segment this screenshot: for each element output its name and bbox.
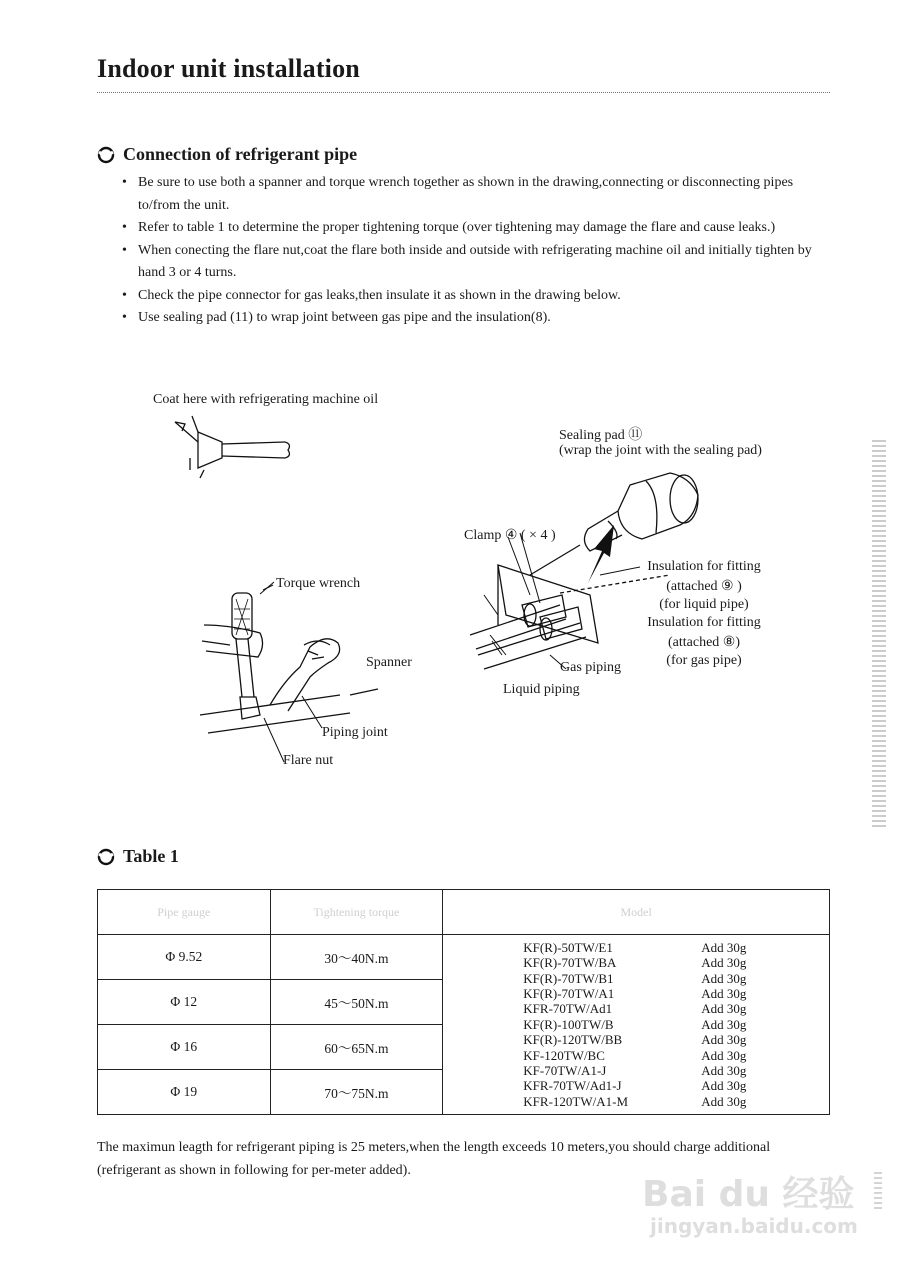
model-name: KF-70TW/A1-J	[523, 1062, 607, 1078]
flare-nut-label: Flare nut	[283, 753, 334, 768]
list-item: • Be sure to use both a spanner and torque wrench together as shown in the drawing,connecting or disconnecting pipes to/from the unit.	[120, 172, 832, 217]
model-line	[523, 1078, 829, 1093]
model-line	[523, 955, 829, 970]
torque-cell: 60～65N.m	[270, 1025, 443, 1070]
model-name: KF(R)-70TW/A1	[523, 986, 615, 1002]
torque-table	[97, 889, 830, 1115]
footer-note: The maximun leagth for refrigerant piping is 25 meters,when the length exceeds 10 meters,you should charge additional (refrigerant as shown in following for per-meter added).	[97, 1140, 771, 1178]
insulation-gas-line-2: (attached ⑧)	[667, 635, 740, 650]
model-name: KFR-70TW/Ad1	[523, 1001, 613, 1017]
instruction-list	[120, 172, 832, 330]
model-line	[523, 1048, 829, 1063]
model-add: Add 30g	[701, 1032, 747, 1048]
title-divider	[97, 92, 830, 93]
table-row	[98, 935, 830, 980]
model-line	[523, 1017, 829, 1032]
list-item: • Refer to table 1 to determine the proper tightening torque (over tightening may damage the flare and cause leaks.)	[120, 217, 832, 240]
insulation-liquid-line-2: (attached ⑨ )	[666, 579, 742, 594]
header-gauge: Pipe gauge	[98, 890, 271, 935]
page-title: Indoor unit installation	[97, 54, 360, 83]
model-name: KF-120TW/BC	[523, 1047, 605, 1063]
spanner-label: Spanner	[366, 655, 412, 670]
model-line	[523, 1032, 829, 1047]
model-line	[523, 1001, 829, 1016]
model-name: KF(R)-120TW/BB	[523, 1032, 623, 1048]
torque-cell: 70～75N.m	[270, 1070, 443, 1115]
circle-bullet-icon	[97, 146, 115, 164]
circle-bullet-icon	[97, 848, 115, 866]
models-cell	[443, 935, 830, 1115]
gauge-cell: Φ 19	[98, 1070, 271, 1115]
model-add: Add 30g	[701, 1093, 747, 1109]
torque-cell: 30～40N.m	[270, 935, 443, 980]
torque-wrench-label: Torque wrench	[276, 576, 361, 591]
liquid-piping-label: Liquid piping	[503, 682, 580, 697]
list-item: • When conecting the flare nut,coat the flare both inside and outside with refrigerating machine oil and initially tighten by hand 3 or 4 turns.	[120, 240, 832, 285]
model-add: Add 30g	[701, 970, 747, 986]
watermark-url: jingyan.baidu.com	[650, 1214, 858, 1238]
insulation-gas-line-1: Insulation for fitting	[647, 615, 761, 630]
torque-wrench-leader	[258, 578, 278, 598]
model-add: Add 30g	[701, 1001, 747, 1017]
model-add: Add 30g	[701, 955, 747, 971]
insulation-liquid-line-3: (for liquid pipe)	[659, 597, 749, 612]
model-line	[523, 971, 829, 986]
table-header-row	[98, 890, 830, 935]
model-name: KF(R)-100TW/B	[523, 1016, 614, 1032]
model-line	[523, 1094, 829, 1109]
header-model: Model	[443, 890, 830, 935]
clamp-label: Clamp ④ ( × 4 )	[464, 528, 556, 543]
sealing-pad-label: Sealing pad ⑪	[559, 428, 643, 443]
model-add: Add 30g	[701, 986, 747, 1002]
watermark-brand: Bai du 经验	[642, 1174, 855, 1215]
model-add: Add 30g	[701, 939, 747, 955]
model-name: KFR-70TW/Ad1-J	[523, 1078, 622, 1094]
header-torque: Tightening torque	[270, 890, 443, 935]
gauge-cell: Φ 16	[98, 1025, 271, 1070]
model-line	[523, 986, 829, 1001]
gauge-cell: Φ 9.52	[98, 935, 271, 980]
sealing-pad-note: (wrap the joint with the sealing pad)	[559, 443, 762, 458]
section-heading-text: Connection of refrigerant pipe	[123, 144, 358, 164]
coat-label: Coat here with refrigerating machine oil	[153, 392, 379, 407]
flare-oil-drawing	[170, 412, 300, 482]
gas-piping-label: Gas piping	[560, 660, 622, 675]
scan-edge-artifact	[874, 1172, 882, 1212]
torque-cell: 45～50N.m	[270, 980, 443, 1025]
insulation-liquid-line-1: Insulation for fitting	[647, 559, 761, 574]
model-name: KF(R)-70TW/BA	[523, 955, 617, 971]
table-heading-text: Table 1	[123, 846, 179, 866]
gauge-cell: Φ 12	[98, 980, 271, 1025]
model-add: Add 30g	[701, 1047, 747, 1063]
model-name: KFR-120TW/A1-M	[523, 1093, 628, 1109]
table-heading	[97, 846, 179, 867]
model-add: Add 30g	[701, 1016, 747, 1032]
section-heading	[97, 144, 357, 165]
model-line	[523, 1063, 829, 1078]
model-add: Add 30g	[701, 1078, 747, 1094]
list-item: • Check the pipe connector for gas leaks,then insulate it as shown in the drawing below.	[120, 285, 832, 308]
model-line	[523, 940, 829, 955]
scan-edge-artifact	[872, 440, 886, 830]
model-name: KF(R)-70TW/B1	[523, 970, 614, 986]
model-name: KF(R)-50TW/E1	[523, 939, 613, 955]
insulation-gas-line-3: (for gas pipe)	[666, 653, 742, 668]
piping-joint-label: Piping joint	[322, 725, 388, 740]
list-item: • Use sealing pad (11) to wrap joint between gas pipe and the insulation(8).	[120, 307, 832, 330]
model-add: Add 30g	[701, 1062, 747, 1078]
